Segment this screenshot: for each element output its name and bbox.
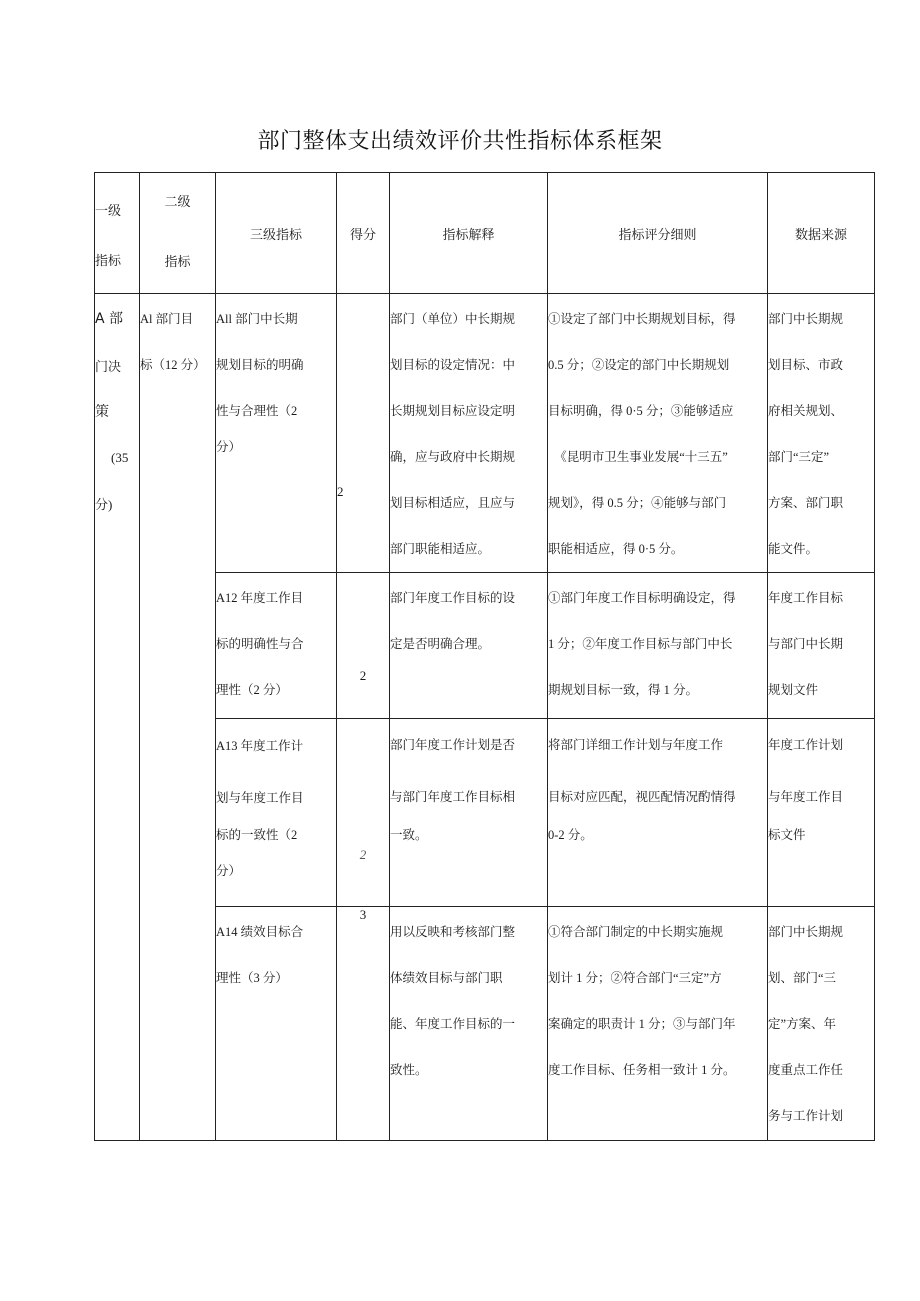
text-line: ①设定了部门中长期规划目标，得 xyxy=(548,312,736,326)
level2-line: Al 部门目 xyxy=(140,312,194,326)
rules-cell xyxy=(548,907,768,1141)
header-level1 xyxy=(95,173,140,294)
text-line: 划、部门“三 xyxy=(768,971,837,985)
text-line: 体绩效目标与部门职 xyxy=(390,971,503,985)
text-line: 与年度工作目 xyxy=(768,790,844,804)
document-title: 部门整体支出绩效评价共性指标体系框架 xyxy=(257,129,663,154)
source-cell xyxy=(768,294,875,573)
text-line: 部门中长期规 xyxy=(768,312,844,326)
text-line: 规划》，得 0.5 分；④能够与部门 xyxy=(548,496,727,510)
text-line: 案确定的职责计 1 分；③与部门年 xyxy=(548,1017,736,1031)
text-line: 与部门中长期 xyxy=(768,637,844,651)
text-line: A14 绩效目标合 xyxy=(216,925,304,939)
level1-cell xyxy=(95,294,140,1141)
text-line: 目标对应匹配，视匹配情况酌情得 xyxy=(548,790,736,804)
text-line: 度重点工作任 xyxy=(768,1063,844,1077)
level3-cell xyxy=(216,719,337,907)
text-line: 部门中长期规 xyxy=(768,925,844,939)
text-line: 能、年度工作目标的一 xyxy=(390,1017,516,1031)
level2-line: 标（12 分） xyxy=(140,358,206,372)
level1-line: 策 xyxy=(95,404,109,420)
header-score: 得分 xyxy=(337,173,390,294)
rules-cell xyxy=(548,719,768,907)
text-line: 定”方案、年 xyxy=(768,1017,837,1031)
text-line: 度工作目标、任务相一致计 1 分。 xyxy=(548,1063,736,1077)
header-level3: 三级指标 xyxy=(216,173,337,294)
rules-cell xyxy=(548,573,768,719)
text-line: 标文件 xyxy=(768,828,806,842)
text-line: 分） xyxy=(216,440,242,454)
text-line: 理性（2 分） xyxy=(216,683,288,697)
text-line: A12 年度工作目 xyxy=(216,591,304,605)
text-line: 0.5 分；②设定的部门中长期规划 xyxy=(548,358,730,372)
text-line: 致性。 xyxy=(390,1063,428,1077)
text-line: 规划目标的明确 xyxy=(216,358,304,372)
text-line: 期规划目标一致，得 1 分。 xyxy=(548,683,699,697)
table-row xyxy=(95,294,875,573)
text-line: 方案、部门职 xyxy=(768,496,844,510)
header-rules: 指标评分细则 xyxy=(548,173,768,294)
text-line: 部门年度工作目标的设 xyxy=(390,591,516,605)
text-line: ①符合部门制定的中长期实施规 xyxy=(548,925,724,939)
text-line: 部门“三定” xyxy=(768,450,830,464)
level3-cell xyxy=(216,573,337,719)
text-line: 部门年度工作计划是否 xyxy=(390,738,516,752)
explain-cell xyxy=(390,294,548,573)
explain-cell xyxy=(390,907,548,1141)
level3-cell xyxy=(216,294,337,573)
source-cell xyxy=(768,907,875,1141)
text-line: 划计 1 分；②符合部门“三定”方 xyxy=(548,971,722,985)
text-line: A13 年度工作计 xyxy=(216,739,304,753)
text-line: 务与工作计划 xyxy=(768,1109,844,1123)
text-line: 确，应与政府中长期规 xyxy=(390,450,516,464)
level2-cell xyxy=(140,294,216,1141)
text-line: 1 分；②年度工作目标与部门中长 xyxy=(548,637,733,651)
level1-line: 分) xyxy=(95,497,113,512)
text-line: 划目标、市政 xyxy=(768,358,844,372)
text-line: 分） xyxy=(216,864,242,878)
text-line: 标的一致性（2 xyxy=(216,828,298,842)
text-line: 规划文件 xyxy=(768,683,819,697)
text-line: 与部门年度工作目标相 xyxy=(390,790,516,804)
level3-cell xyxy=(216,907,337,1141)
text-line: 划目标相适应，且应与 xyxy=(390,496,516,510)
text-line: 年度工作目标 xyxy=(768,591,844,605)
text-line: 府相关规划、 xyxy=(768,404,844,418)
text-line: 划目标的设定情况：中 xyxy=(390,358,516,372)
rules-cell xyxy=(548,294,768,573)
header-explain: 指标解释 xyxy=(390,173,548,294)
header-level2-line1: 二级 xyxy=(164,195,191,210)
text-line: 能文件。 xyxy=(768,542,819,556)
explain-cell xyxy=(390,719,548,907)
header-level1-line2: 指标 xyxy=(95,254,122,269)
header-level1-line1: 一级 xyxy=(95,204,122,219)
text-line: All 部门中长期 xyxy=(216,312,298,326)
level1-line: A 部 xyxy=(95,311,124,327)
text-line: 用以反映和考核部门整 xyxy=(390,925,516,939)
explain-cell xyxy=(390,573,548,719)
source-cell xyxy=(768,573,875,719)
text-line: 部门职能相适应。 xyxy=(390,542,491,556)
text-line: 年度工作计划 xyxy=(768,738,844,752)
text-line: 长期规划目标应设定明 xyxy=(390,404,516,418)
header-source: 数据来源 xyxy=(768,173,875,294)
text-line: 目标明确，得 0·5 分；③能够适应 xyxy=(548,404,734,418)
text-line: 一致。 xyxy=(390,828,428,842)
text-line: 标的明确性与合 xyxy=(216,637,304,651)
text-line: 定是否明确合理。 xyxy=(390,637,491,651)
text-line: 将部门详细工作计划与年度工作 xyxy=(548,738,724,752)
text-line: 部门（单位）中长期规 xyxy=(390,312,516,326)
source-cell xyxy=(768,719,875,907)
header-level2-line2: 指标 xyxy=(164,255,191,270)
text-line: 职能相适应，得 0·5 分。 xyxy=(548,542,684,556)
text-line: 0-2 分。 xyxy=(548,828,593,842)
score-cell: 2 xyxy=(337,573,390,719)
score-cell: 3 xyxy=(337,907,390,1141)
text-line: 理性（3 分） xyxy=(216,971,288,985)
text-line: ①部门年度工作目标明确设定，得 xyxy=(548,591,736,605)
header-row xyxy=(95,173,875,294)
level1-line: 门决 xyxy=(95,359,122,374)
text-line: 性与合理性（2 xyxy=(216,404,298,418)
score-cell: 2 xyxy=(337,294,390,573)
text-line: 《昆明市卫生事业发展“十三五” xyxy=(548,450,728,464)
score-cell: 2 xyxy=(337,719,390,907)
header-level2 xyxy=(140,173,216,294)
text-line: 划与年度工作目 xyxy=(216,791,304,805)
indicator-table xyxy=(94,172,875,1141)
level1-line: (35 xyxy=(111,450,129,465)
